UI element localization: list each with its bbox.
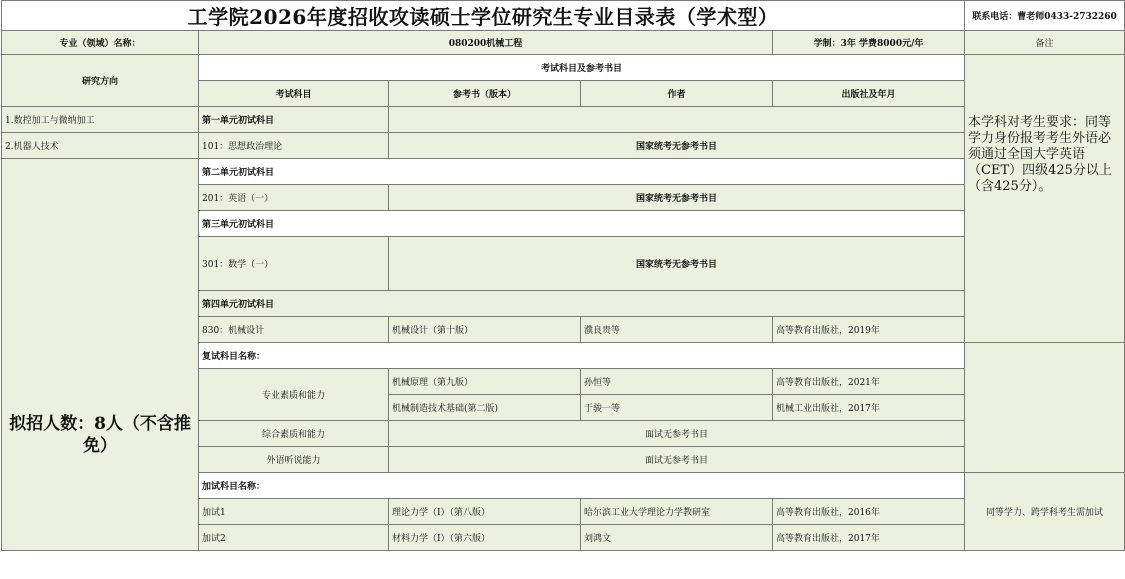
- col-author: 作者: [581, 81, 773, 107]
- additional-publisher-1: 高等教育出版社，2016年: [773, 499, 965, 525]
- col-publisher: 出版社及年月: [773, 81, 965, 107]
- retest-comprehensive-ref: 面试无参考书目: [389, 421, 965, 447]
- unit4-label: 第四单元初试科目: [199, 291, 965, 317]
- retest-listening-ref: 面试无参考书目: [389, 447, 965, 473]
- page-title: 工学院2026年度招收攻读硕士学位研究生专业目录表（学术型）: [2, 1, 965, 31]
- retest-comprehensive: 综合素质和能力: [199, 421, 389, 447]
- duration-fee: 学制：3年 学费8000元/年: [773, 31, 965, 55]
- unit2-subject: 201：英语（一）: [199, 185, 389, 211]
- additional-publisher-2: 高等教育出版社，2017年: [773, 525, 965, 551]
- major-value: 080200机械工程: [199, 31, 773, 55]
- retest-publisher-1: 高等教育出版社，2021年: [773, 369, 965, 395]
- unit1-subject: 101：思想政治理论: [199, 133, 389, 159]
- unit1-blank: [389, 107, 965, 133]
- additional-subject-2: 加试2: [199, 525, 389, 551]
- enrollment-count: 拟招人数：8人（不含推免）: [2, 159, 199, 551]
- additional-book-2: 材料力学（Ⅰ）（第六版）: [389, 525, 581, 551]
- retest-book-2: 机械制造技术基础(第二版): [389, 395, 581, 421]
- additional-subject-1: 加试1: [199, 499, 389, 525]
- direction-1: 1.数控加工与微纳加工: [2, 107, 199, 133]
- remarks-header: 备注: [965, 31, 1125, 55]
- additional-note: 同等学力、跨学科考生需加试: [965, 473, 1125, 551]
- retest-label: 复试科目名称：: [199, 343, 965, 369]
- exam-group-header: 考试科目及参考书目: [199, 55, 965, 81]
- unit4-author: 濮良贵等: [581, 317, 773, 343]
- additional-author-2: 刘鸿文: [581, 525, 773, 551]
- additional-book-1: 理论力学（Ⅰ）（第八版）: [389, 499, 581, 525]
- unit1-ref: 国家统考无参考书目: [389, 133, 965, 159]
- retest-book-1: 机械原理（第九版）: [389, 369, 581, 395]
- retest-listening: 外语听说能力: [199, 447, 389, 473]
- requirements-note: 本学科对考生要求：同等学力身份报考考生外语必须通过全国大学英语（CET）四级425分以上（含425分）。: [965, 55, 1125, 343]
- research-direction-header: 研究方向: [2, 55, 199, 107]
- additional-label: 加试科目名称：: [199, 473, 965, 499]
- col-subject: 考试科目: [199, 81, 389, 107]
- unit1-label: 第一单元初试科目: [199, 107, 389, 133]
- additional-author-1: 哈尔滨工业大学理论力学教研室: [581, 499, 773, 525]
- contact-phone: 联系电话：曹老师0433-2732260: [965, 1, 1125, 31]
- direction-2: 2.机器人技术: [2, 133, 199, 159]
- retest-professional: 专业素质和能力: [199, 369, 389, 421]
- major-label: 专业（领域）名称：: [2, 31, 199, 55]
- unit4-subject: 830：机械设计: [199, 317, 389, 343]
- retest-publisher-2: 机械工业出版社，2017年: [773, 395, 965, 421]
- unit3-ref: 国家统考无参考书目: [389, 237, 965, 291]
- unit4-book: 机械设计（第十版）: [389, 317, 581, 343]
- unit4-publisher: 高等教育出版社，2019年: [773, 317, 965, 343]
- unit3-subject: 301：数学（一）: [199, 237, 389, 291]
- catalog-table: [1, 0, 1125, 551]
- unit2-label: 第二单元初试科目: [199, 159, 965, 185]
- retest-author-2: 于骏一等: [581, 395, 773, 421]
- retest-author-1: 孙恒等: [581, 369, 773, 395]
- remarks-blank: [965, 343, 1125, 473]
- unit3-label: 第三单元初试科目: [199, 211, 965, 237]
- col-book: 参考书（版本）: [389, 81, 581, 107]
- unit2-ref: 国家统考无参考书目: [389, 185, 965, 211]
